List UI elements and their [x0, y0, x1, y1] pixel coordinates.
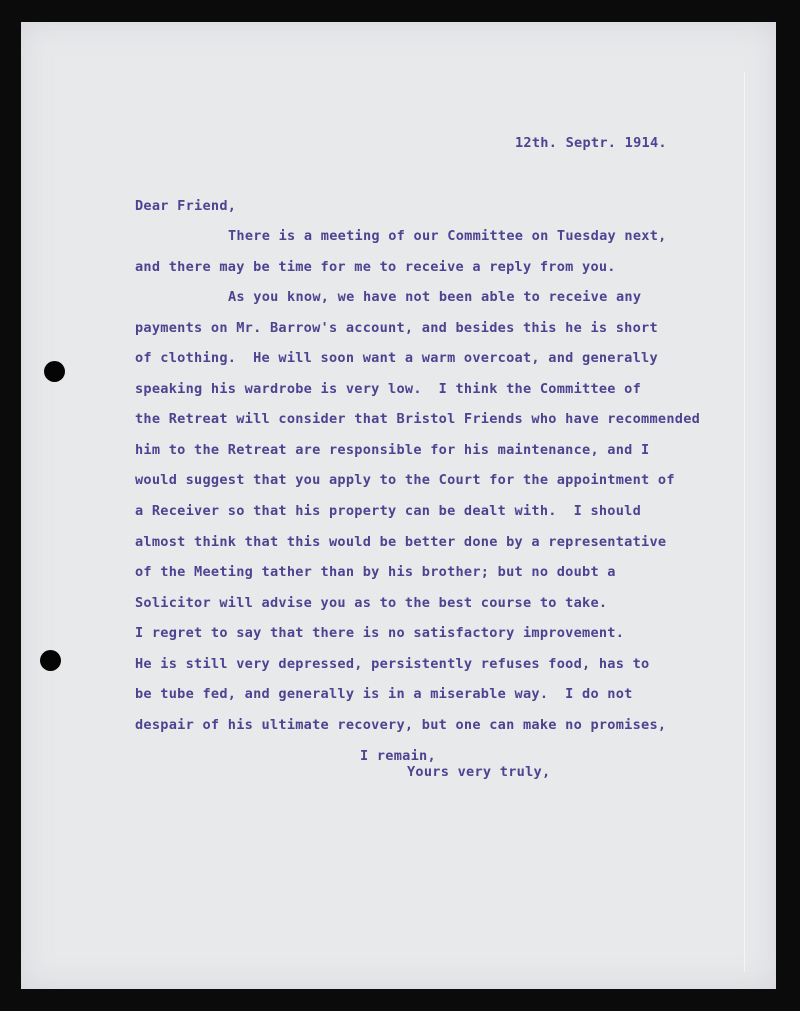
body-line: of the Meeting tather than by his brother; but no doubt a	[135, 564, 616, 580]
body-line: despair of his ultimate recovery, but one can make no promises,	[135, 717, 667, 733]
body-line: There is a meeting of our Committee on Tuesday next,	[228, 228, 667, 244]
body-line: As you know, we have not been able to receive any	[228, 289, 642, 305]
body-line: and there may be time for me to receive a reply from you.	[135, 259, 616, 275]
closing-signoff: Yours very truly,	[407, 764, 551, 780]
body-line: I regret to say that there is no satisfactory improvement.	[135, 625, 625, 641]
paper-fold	[744, 72, 745, 972]
letter-date: 12th. Septr. 1914.	[515, 135, 667, 151]
body-line: of clothing. He will soon want a warm overcoat, and generally	[135, 350, 658, 366]
body-line: be tube fed, and generally is in a miserable way. I do not	[135, 686, 633, 702]
body-line: speaking his wardrobe is very low. I think the Committee of	[135, 381, 642, 397]
body-line: a Receiver so that his property can be dealt with. I should	[135, 503, 642, 519]
body-line: Solicitor will advise you as to the best course to take.	[135, 595, 608, 611]
punch-hole-top	[44, 361, 65, 382]
body-line: the Retreat will consider that Bristol Friends who have recommended	[135, 411, 701, 427]
letter-salutation: Dear Friend,	[135, 198, 237, 214]
body-line: him to the Retreat are responsible for his maintenance, and I	[135, 442, 650, 458]
closing-remain: I remain,	[360, 748, 436, 764]
body-line: payments on Mr. Barrow's account, and besides this he is short	[135, 320, 658, 336]
body-line: almost think that this would be better done by a representative	[135, 534, 667, 550]
punch-hole-bottom	[40, 650, 61, 671]
body-line: would suggest that you apply to the Court for the appointment of	[135, 472, 675, 488]
letter-page	[21, 22, 776, 989]
body-line: He is still very depressed, persistently refuses food, has to	[135, 656, 650, 672]
